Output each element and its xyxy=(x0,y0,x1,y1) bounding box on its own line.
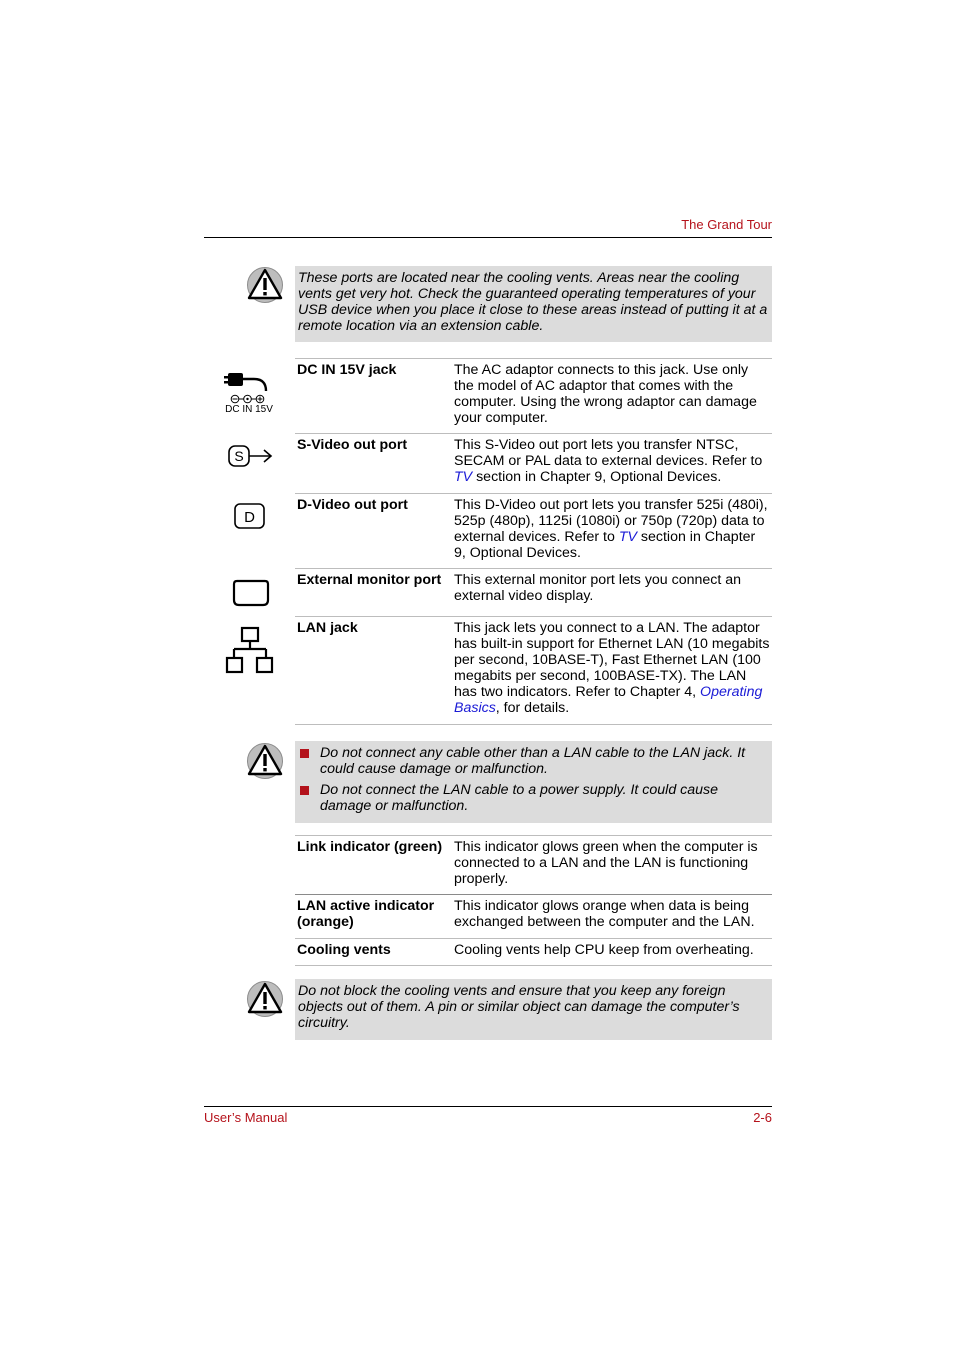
footer-manual-title: User’s Manual xyxy=(204,1110,288,1125)
table-divider xyxy=(295,358,772,359)
caution-text: These ports are located near the cooling vents. Areas near the cooling vents get very hot. Check the guaranteed operating temperatures of your USB device when you place it close to these areas instead of putting it at a remote location via an extension cable. xyxy=(298,270,768,334)
page-number: 2-6 xyxy=(753,1110,772,1125)
tv-section-link[interactable]: TV xyxy=(618,529,637,545)
table-divider xyxy=(295,616,772,617)
dc-in-icon-label: DC IN 15V xyxy=(225,404,273,415)
header-divider xyxy=(204,237,772,238)
table-divider xyxy=(295,493,772,494)
table-divider xyxy=(295,568,772,569)
indicator-description: This indicator glows green when the computer is connected to a LAN and the LAN is functioning properly. xyxy=(454,839,758,887)
port-term: D-Video out port xyxy=(297,497,408,513)
running-header-title: The Grand Tour xyxy=(681,217,772,232)
operating-basics-link[interactable]: Operating Basics xyxy=(454,684,763,716)
caution-bullet-item: Do not connect any cable other than a LAN cable to the LAN jack. It could cause damage or malfunction. xyxy=(298,745,768,777)
s-video-icon xyxy=(228,444,274,470)
indicator-description: Cooling vents help CPU keep from overheating. xyxy=(454,942,754,958)
port-term: LAN jack xyxy=(297,620,358,636)
indicator-term: Link indicator (green) xyxy=(297,839,443,855)
caution-note-cooling-ports xyxy=(295,266,772,342)
caution-icon xyxy=(246,742,284,780)
bullet-square-icon xyxy=(300,786,309,795)
port-description: This D-Video out port lets you transfer 525i (480i), 525p (480p), 1125i (1080i) or 750p (720p) data to external devices. Refer to TV section in Chapter 9, Optional Devices. xyxy=(454,497,768,561)
port-term: DC IN 15V jack xyxy=(297,362,397,378)
bullet-square-icon xyxy=(300,749,309,758)
caution-note-lan xyxy=(295,741,772,823)
caution-icon xyxy=(246,266,284,304)
indicator-description: This indicator glows orange when data is being exchanged between the computer and the LAN. xyxy=(454,898,755,930)
table-divider xyxy=(295,938,772,939)
tv-section-link[interactable]: TV xyxy=(454,469,473,485)
port-description: The AC adaptor connects to this jack. Use only the model of AC adaptor that comes with the computer. Using the wrong adaptor can damage your computer. xyxy=(454,362,757,426)
indicator-term: LAN active indicator (orange) xyxy=(297,898,435,930)
caution-icon xyxy=(246,980,284,1018)
port-description: This S-Video out port lets you transfer NTSC, SECAM or PAL data to external devices. Refer to TV section in Chapter 9, Optional Devices. xyxy=(454,437,763,485)
d-video-icon xyxy=(233,502,267,530)
table-divider xyxy=(295,965,772,966)
table-divider xyxy=(295,433,772,434)
port-description: This jack lets you connect to a LAN. The adaptor has built-in support for Ethernet LAN (10 megabits per second, 10BASE-T), Fast Ethernet LAN (100 megabits per second, 100BASE-TX). The LAN has two indicators. Refer to Chapter 4, Operating Basics, for details. xyxy=(454,620,770,716)
footer-divider xyxy=(204,1106,772,1107)
caution-text: Do not block the cooling vents and ensure that you keep any foreign objects out of them. A pin or similar object can damage the computer’s circuitry. xyxy=(298,983,740,1031)
table-divider xyxy=(295,835,772,836)
table-divider xyxy=(295,724,772,725)
s-video-icon-letter: S xyxy=(234,448,244,464)
port-term: External monitor port xyxy=(297,572,442,588)
caution-note-cooling-vents xyxy=(295,979,772,1040)
monitor-icon xyxy=(232,578,270,608)
port-description: This external monitor port lets you connect an external video display. xyxy=(454,572,742,604)
d-video-icon-letter: D xyxy=(244,509,255,526)
port-term: S-Video out port xyxy=(297,437,408,453)
lan-network-icon xyxy=(224,626,276,676)
indicator-term: Cooling vents xyxy=(297,942,391,958)
table-divider xyxy=(295,894,772,895)
caution-bullet-item: Do not connect the LAN cable to a power supply. It could cause damage or malfunction. xyxy=(298,782,768,814)
